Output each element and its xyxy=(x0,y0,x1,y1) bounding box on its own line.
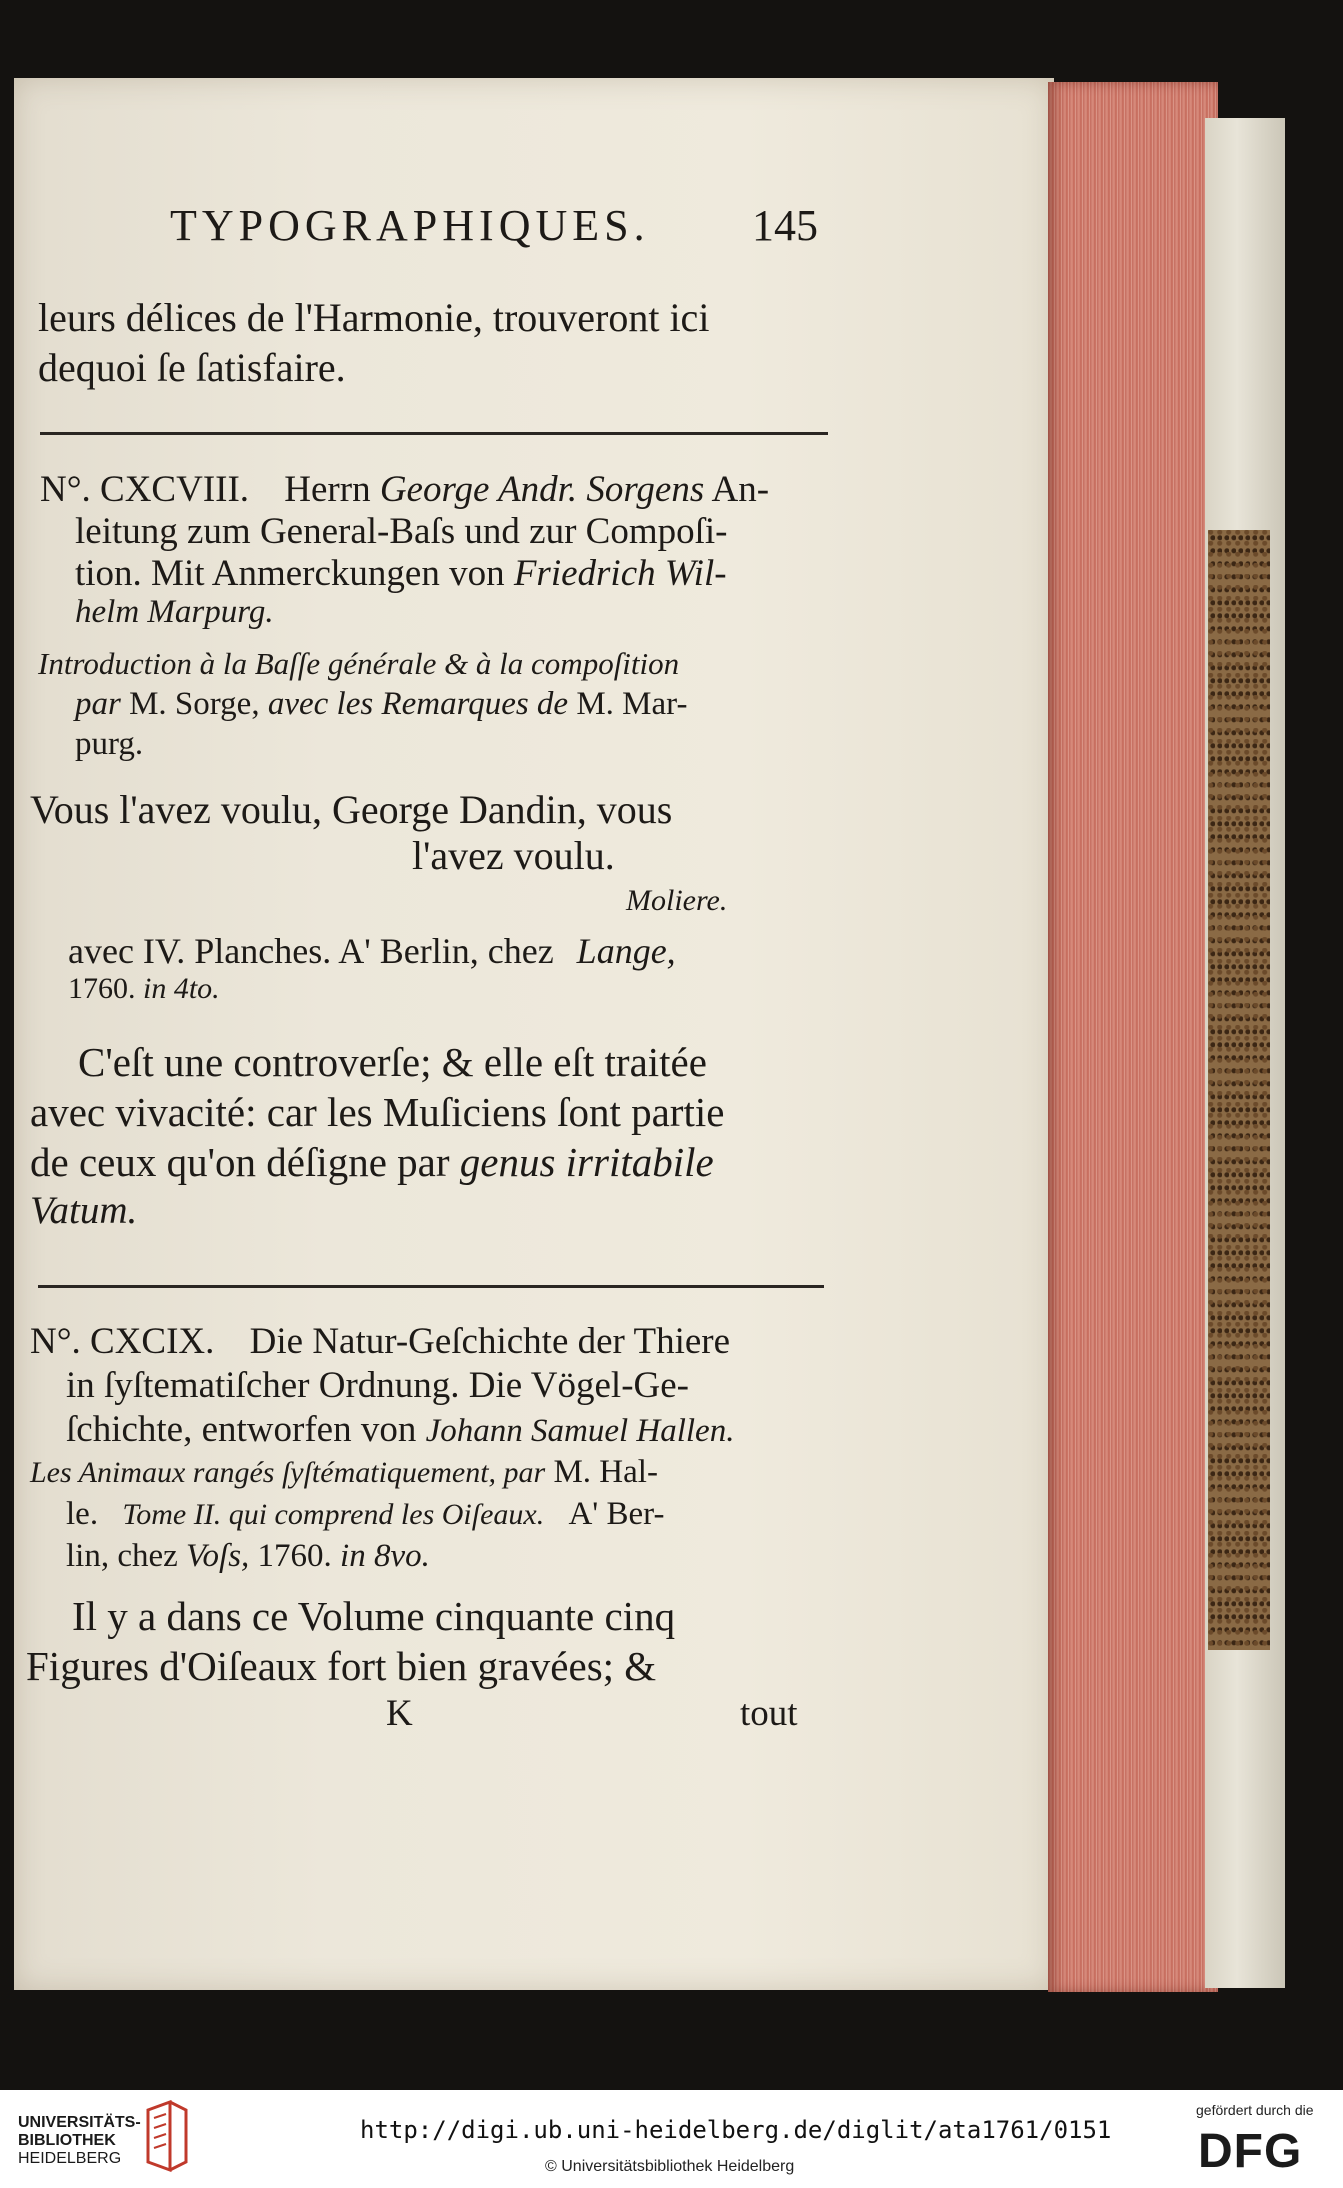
epigraph-line: l'avez voulu. xyxy=(412,833,615,878)
funding-caption: gefördert durch die xyxy=(1196,2102,1314,2118)
library-logo-icon xyxy=(140,2100,190,2175)
text-line: dequoi ſe ſatisfaire. xyxy=(38,345,346,390)
entry-text: Tome II. qui comprend les Oiſeaux. xyxy=(122,1498,545,1531)
page-edges xyxy=(1048,82,1218,1992)
entry-line xyxy=(40,468,769,511)
entry-text: M. Sorge, xyxy=(129,686,260,722)
entry-text: in 4to. xyxy=(143,972,220,1005)
entry-text: avec IV. Planches. A' Berlin, chez xyxy=(68,931,554,971)
entry-line: leitung zum General-Baſs und zur Compoſi- xyxy=(75,511,728,552)
entry-text: 1760. xyxy=(257,1538,332,1574)
library-name-line: HEIDELBERG xyxy=(18,2150,122,2167)
entry-text: An- xyxy=(711,469,770,510)
entry-text: Die Natur-Geſchichte der Thiere xyxy=(249,1321,731,1362)
comment-line: avec vivacité: car les Muſiciens ſont partie xyxy=(30,1089,725,1135)
comment-line: Vatum. xyxy=(30,1189,138,1232)
entry-text: de ceux qu'on déſigne par xyxy=(30,1139,450,1185)
entry-text: le. xyxy=(66,1496,99,1532)
french-title-line xyxy=(75,686,688,723)
entry-text: tion. Mit Anmerckungen von xyxy=(75,553,505,594)
entry-line xyxy=(66,1408,734,1451)
entry-text: 1760. xyxy=(68,972,136,1005)
text-line: leurs délices de l'Harmonie, trouveront ici xyxy=(38,295,710,340)
entry-text: in 8vo. xyxy=(340,1538,430,1574)
publisher-name: Lange, xyxy=(576,931,676,971)
entry-line xyxy=(75,552,727,595)
comment-line: Figures d'Oiſeaux fort bien gravées; & xyxy=(26,1643,657,1689)
page-number: 145 xyxy=(752,201,818,250)
entry-text: Les Animaux rangés ſyſtématiquement, par xyxy=(30,1456,546,1489)
entry-line: in ſyſtematiſcher Ordnung. Die Vögel-Ge- xyxy=(66,1365,690,1406)
author-name: George Andr. Sorgens xyxy=(379,469,705,510)
entry-text: A' Ber- xyxy=(568,1496,665,1532)
dfg-logo: DFG xyxy=(1198,2125,1303,2178)
imprint-line xyxy=(68,972,220,1006)
comment-line: Il y a dans ce Volume cinquante cinq xyxy=(72,1593,676,1639)
footer-bar xyxy=(0,2090,1343,2188)
entry-text: lin, chez xyxy=(66,1538,178,1574)
french-title-line: Introduction à la Baſſe générale & à la compoſition xyxy=(38,646,680,681)
epigraph-author: Moliere. xyxy=(626,884,728,917)
french-title-line xyxy=(66,1496,664,1533)
entry-number: N°. CXCIX. xyxy=(30,1321,215,1362)
library-name-line: BIBLIOTHEK xyxy=(18,2132,116,2149)
publisher-name: Voſs, xyxy=(186,1538,250,1574)
entry-line xyxy=(30,1320,730,1363)
permalink-url[interactable]: http://digi.ub.uni-heidelberg.de/diglit/ata1761/0151 xyxy=(360,2116,1112,2144)
author-name: Friedrich Wil- xyxy=(513,553,727,594)
entry-number: N°. CXCVIII. xyxy=(40,469,250,510)
french-title-line: purg. xyxy=(75,726,144,762)
library-logo-text xyxy=(18,2114,141,2168)
author-name: Johann Samuel Hallen. xyxy=(425,1413,735,1449)
entry-text: Herrn xyxy=(284,469,371,510)
entry-text: M. Hal- xyxy=(553,1454,658,1490)
signature-mark: K xyxy=(386,1693,413,1734)
section-divider xyxy=(38,1285,824,1288)
entry-line: helm Marpurg. xyxy=(75,594,274,630)
section-divider xyxy=(40,432,828,435)
cover-spine xyxy=(1208,530,1270,1650)
comment-line xyxy=(30,1138,714,1186)
french-title-line xyxy=(30,1454,658,1491)
latin-phrase: genus irritabile xyxy=(459,1139,714,1185)
entry-text: ſchichte, entworfen von xyxy=(66,1409,417,1450)
imprint-line xyxy=(68,930,676,972)
copyright-notice: © Universitätsbibliothek Heidelberg xyxy=(545,2158,795,2175)
entry-text: M. Mar- xyxy=(576,686,688,722)
library-name-line: UNIVERSITÄTS- xyxy=(18,2114,141,2131)
entry-text: avec les Remarques de xyxy=(267,686,569,722)
french-title-line xyxy=(66,1538,430,1575)
comment-line: C'eſt une controverſe; & elle eſt traitée xyxy=(78,1039,707,1085)
epigraph-line: Vous l'avez voulu, George Dandin, vous xyxy=(30,787,673,832)
running-head: TYPOGRAPHIQUES. xyxy=(170,201,650,250)
catchword: tout xyxy=(740,1693,798,1734)
entry-text: par xyxy=(75,686,121,722)
